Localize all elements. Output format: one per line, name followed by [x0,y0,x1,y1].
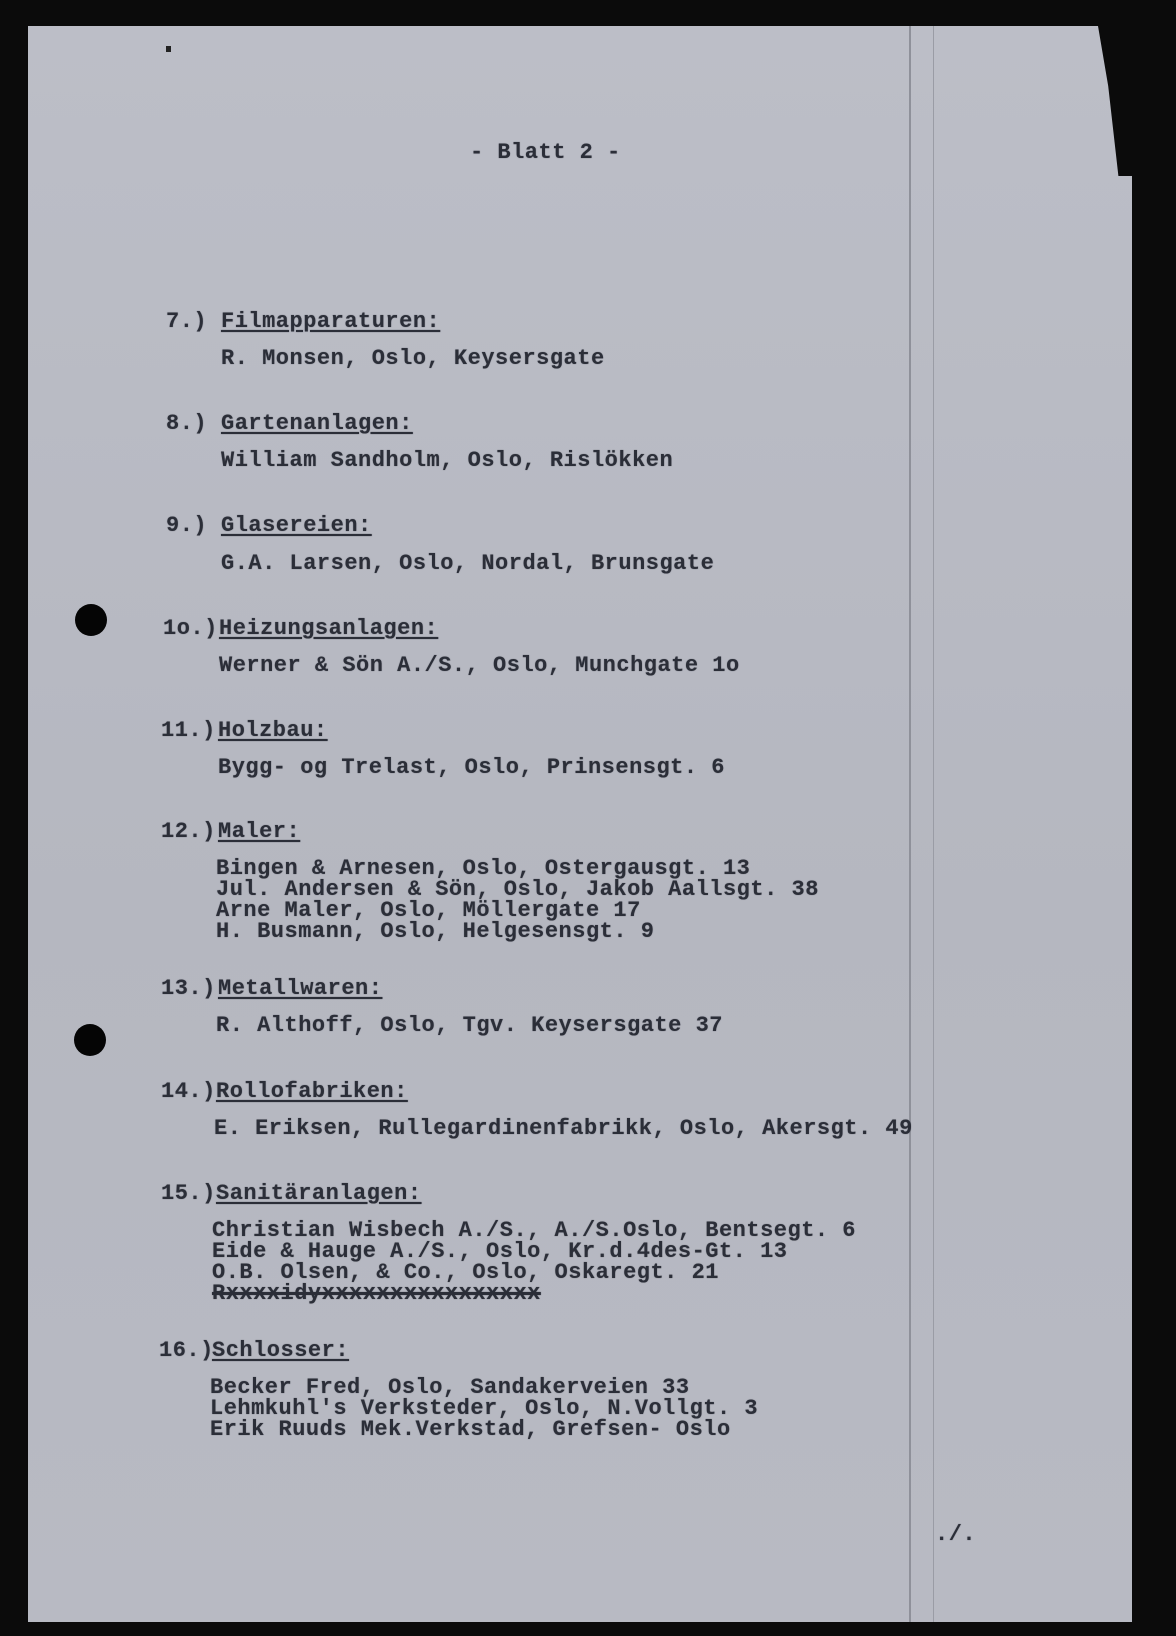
entry-line: R. Monsen, Oslo, Keysersgate [221,346,605,371]
entry-line: H. Busmann, Oslo, Helgesensgt. 9 [216,919,655,944]
torn-edge [1098,26,1132,176]
section-title: Metallwaren: [218,976,383,1001]
entry-line: Christian Wisbech A./S., A./S.Oslo, Bentsegt. 6 [212,1218,857,1243]
section-title: Heizungsanlagen: [219,616,439,641]
section-number: 11.) [161,718,216,743]
entry-line: Bingen & Arnesen, Oslo, Ostergausgt. 13 [216,856,751,881]
entry-line: Eide & Hauge A./S., Oslo, Kr.d.4des-Gt. 13 [212,1239,788,1264]
section-number: 14.) [161,1079,216,1104]
section-number: 12.) [161,819,216,844]
ink-speck [166,46,171,52]
entry-line: William Sandholm, Oslo, Rislökken [221,448,674,473]
entry-line: R. Althoff, Oslo, Tgv. Keysersgate 37 [216,1013,723,1038]
section-title: Schlosser: [212,1338,350,1363]
section-number: 1o.) [163,616,218,641]
section-number: 7.) [166,309,208,334]
punch-hole-lower [74,1024,106,1056]
section-title: Gartenanlagen: [221,411,413,436]
page-header: - Blatt 2 - [470,140,621,165]
punch-hole-upper [75,604,107,636]
struck-entry-line: Rxxxxidyxxxxxxxxxxxxxxxx [212,1281,541,1306]
section-title: Holzbau: [218,718,328,743]
section-title: Sanitäranlagen: [216,1181,422,1206]
entry-line: Jul. Andersen & Sön, Oslo, Jakob Aallsgt. 38 [216,877,819,902]
entry-line: Werner & Sön A./S., Oslo, Munchgate 1o [219,653,740,678]
section-number: 15.) [161,1181,216,1206]
section-title: Maler: [218,819,301,844]
entry-line: E. Eriksen, Rullegardinenfabrikk, Oslo, Akersgt. 49 [214,1116,913,1141]
entry-line: Bygg- og Trelast, Oslo, Prinsensgt. 6 [218,755,725,780]
entry-line: Erik Ruuds Mek.Verkstad, Grefsen- Oslo [210,1417,731,1442]
section-number: 16.) [159,1338,214,1363]
entry-line: O.B. Olsen, & Co., Oslo, Oskaregt. 21 [212,1260,719,1285]
section-title: Glasereien: [221,513,372,538]
continuation-mark: ./. [935,1522,977,1547]
entry-line: G.A. Larsen, Oslo, Nordal, Brunsgate [221,551,715,576]
fold-line-secondary [933,26,934,1622]
section-number: 8.) [166,411,208,436]
fold-line [909,26,911,1622]
section-number: 9.) [166,513,208,538]
entry-line: Lehmkuhl's Verksteder, Oslo, N.Vollgt. 3 [210,1396,759,1421]
entry-line: Becker Fred, Oslo, Sandakerveien 33 [210,1375,690,1400]
section-title: Rollofabriken: [216,1079,408,1104]
section-number: 13.) [161,976,216,1001]
section-title: Filmapparaturen: [221,309,441,334]
entry-line: Arne Maler, Oslo, Möllergate 17 [216,898,641,923]
